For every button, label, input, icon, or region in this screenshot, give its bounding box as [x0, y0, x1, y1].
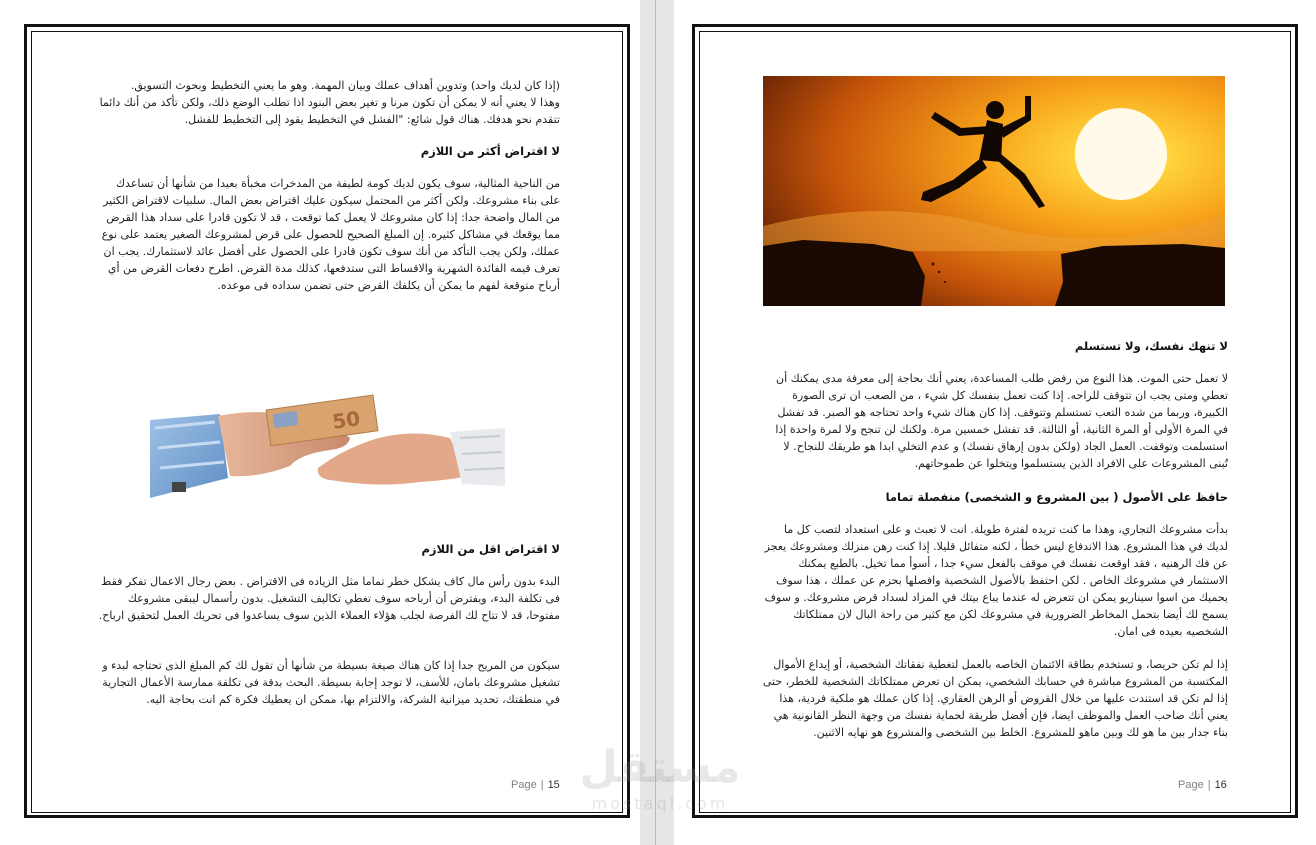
intro-text-block [96, 77, 560, 128]
section-heading: لا اقتراض اقل من اللازم [421, 542, 560, 556]
sunset-jump-icon [763, 76, 1225, 306]
page-number: 16 [1214, 779, 1227, 791]
page-separator: | [540, 779, 544, 791]
page-15 [0, 0, 640, 845]
page-16 [674, 0, 1316, 845]
section-borrow-less [96, 541, 560, 558]
page-number-footer [1178, 779, 1227, 791]
paragraph: البدء بدون رأس مال كاف يشكل خطر تماما مثل الزياده فى الاقتراض . بعض رجال الاعمال تفكر فقط فى تكلفة البدء، ويفترض أن أرباحه سوف تغطي تكاليف التشغيل. بدون رأسمال ليبقى مشروعك مفتوحا، قد لا تتاح لك الفرصة لجلب هؤلاء العملاء الذين سوف يساعدوا فى تحريك العمل لتحقيق ارباح. [98, 575, 560, 622]
section-borrow-more [96, 143, 560, 160]
handshake-money-photo [150, 358, 505, 506]
paragraph: سيكون من المريح جدا إذا كان هناك صيغة بسيطة من شأنها أن تقول لك كم المبلغ الذى تحتاجه لبدء و تشغيل مشروعك بامان، للأسف، لا توجد إجابة بسيطة. البحث بدقة فى تكلفة ممارسة الأعمال التجارية في منطقتك، تحديد ميزانية الشركة، والالتزام بها، ممكن ان يعطيك فكرة كم انت بحاجة اليه. [102, 659, 560, 706]
paragraph: إذا لم تكن حريصا، و تستخدم بطاقة الائتمان الخاصه بالعمل لتغطية نفقاتك الشخصية، أو إيداع الأموال المكتسبة من المشروع مباشرة في حسابك الشخصي، يمكن ان تعرض ممتلكاتك الشخصية للخطر، حتى إذا لم تكن قد استندت عليها من خلال القروض أو الرهن العقاري. إذا كان عملك هو ملكية فردية، هذا يعني أنك صاحب العمل والموظف ايضا، فإن أفضل طريقة لحماية نفسك من وجهة النظر القانونية هي بناء جدار بين ما هو لك وبين ماهو للمشروع. الخلط بين الشخصى والمشروع هو نهايه الاثنين. [762, 658, 1228, 739]
watermark-latin: mostaql.com [591, 794, 729, 813]
paragraph: من الناحية المثالية، سوف يكون لديك كومة لطيفة من المدخرات مخبأة بعيدا من شأنها أن تساعدك على بناء مشروعك. ولكن أكثر من المحتمل سيكون عليك اقتراض بعض المال. سلبيات لاقتراض الكثير من المال واضحة جدا: إذا كان مشروعك لا يعمل كما توقعت ، قد لا تكون قادرا على سداد هذا القرض مما يوقعك في مشاكل كثيره. إن المبلغ الصحيح للحصول على قرض لمشروعك الصغير يعتمد على نوع عملك، ولكن يجب التأكد من أنك سوف تكون قادرا على الحصول على أفضل عائد لاستثمارك. يجب ان تعرف قيمه الفائدة الشهرية والاقساط التى ستدفعها، كذلك مدة القرض. اطرح دفعات القرض من أي أرباح متوقعة لفهم ما يمكن أن يكلفك القرض حتى تضمن سداده فى موعده. [101, 177, 560, 292]
section-heading: لا اقتراض أكثر من اللازم [420, 144, 560, 158]
section-borrow-less-body [96, 573, 560, 624]
section-separate-assets [762, 489, 1228, 506]
page-number: 15 [547, 779, 560, 791]
section-dont-give-up-body [762, 370, 1228, 472]
gutter-divider [655, 0, 656, 845]
page-number-footer [511, 779, 560, 791]
page-label: Page [511, 779, 537, 791]
section-heading: لا تنهك نفسك، ولا تستسلم [1074, 339, 1228, 353]
page-separator: | [1207, 779, 1211, 791]
watermark-arabic: مستقل [579, 742, 741, 793]
section-separate-assets-body-2 [762, 656, 1228, 741]
paragraph: لا تعمل حتى الموت. هذا النوع من رفض طلب المساعدة، يعني أنك بحاجة إلى معرفة مدى يمكنك أن تعطي ومتى يجب ان تتوقف للراحه. إذا كنت تعمل بنفسك كل شيء ، من الصعب ان ترى الصورة الكبيرة، وربما من شده التعب تستسلم وتتوقف. إذا كان هناك شيء واحد تحتاجه هو الصبر. قد تفشل في المرة الأولى أو المرة الثانية، أو الثالثة. قد تفشل خمسين مرة. ولكنك لن تنجح ولا لمرة واحدة إذا استسلمت وتوقفت. العمل الجاد (ولكن بدون إرهاق نفسك) و عدم التخلي ابدا هو طريقك للنجاح. لا تُبنى المشروعات على الافراد الذين يستسلموا ويتخلوا عن طموحاتهم. [775, 372, 1228, 470]
section-borrow-less-body-2 [96, 657, 560, 708]
page-gutter [640, 0, 674, 845]
page-label: Page [1178, 779, 1204, 791]
section-dont-give-up [762, 338, 1228, 355]
paragraph: بدأت مشروعك التجاري، وهذا ما كنت تريده لفترة طويلة. انت لا تعبث و على استعداد لتصب كل ما لديك في هذا المشروع. هذا الاندفاع ليس خطأ ، لكنه متفائل قليلا. إذا كنت رهن منزلك ومشروعك يعجز عن فك الرهنيه ، فقد اوقعت نفسك في موقف بالفعل سيء جدا ، أسوأ مما تخيل. بالطبع يمكنك الاستثمار في مشروعك الخاص . لكن احتفظ بالأصول الشخصية وافصلها بحزم عن عملك ، هذا سوف يحميك من اسوا سيناريو يمكن ان تتعرض له عندما يباع بيتك في المزاد لسداد قرض مشروعك. و سوف يسمح لك أيضا بتحمل المخاطر الضرورية في مشروعك لكن مع كثير من راحة البال لان ممتلكاتك الشخصيه بعيده فى امان. [764, 523, 1228, 638]
paragraph: وهذا لا يعني أنه لا يمكن أن تكون مرنا و تغير بعض البنود اذا تطلب الوضع ذلك، ولكن تأكد من أنك دائما تتقدم نحو هدفك. هناك قول شائع: "الفشل في التخطيط يقود إلى التخطيط للفشل. [99, 96, 560, 126]
handshake-money-icon [150, 358, 505, 506]
paragraph: (إذا كان لديك واحد) وتدوين أهداف عملك وبيان المهمة. وهو ما يعني التخطيط وبحوث التسويق. [130, 79, 560, 92]
svg-text:50: 50 [330, 406, 362, 434]
section-borrow-more-body [96, 175, 560, 294]
section-heading: حافظ على الأصول ( بين المشروع و الشخصى) منفصلة تماما [885, 490, 1228, 504]
sunset-jump-photo [763, 76, 1225, 306]
section-separate-assets-body [762, 521, 1228, 640]
